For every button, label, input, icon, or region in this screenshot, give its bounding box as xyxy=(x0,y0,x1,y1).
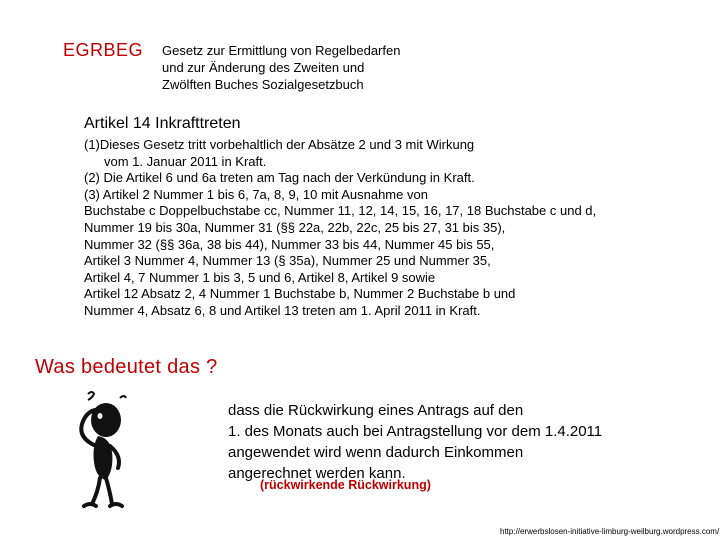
answer-note: (rückwirkende Rückwirkung) xyxy=(260,478,431,492)
answer-line: angerechnet werden kann. xyxy=(228,465,406,482)
article-body xyxy=(84,137,714,320)
article-line: (2) Die Artikel 6 und 6a treten am Tag nach der Verkündung in Kraft. xyxy=(84,170,475,186)
answer-line: dass die Rückwirkung eines Antrags auf den xyxy=(228,402,524,419)
law-title xyxy=(162,42,400,93)
source-url[interactable]: http://erwerbslosen-initiative-limburg-weilburg.wordpress.com/ xyxy=(500,527,720,536)
article-line: (1)Dieses Gesetz tritt vorbehaltlich der Absätze 2 und 3 mit Wirkung xyxy=(84,137,475,152)
article-line: vom 1. Januar 2011 in Kraft. xyxy=(104,153,267,169)
article-line: Artikel 4, 7 Nummer 1 bis 3, 5 und 6, Artikel 8, Artikel 9 sowie xyxy=(84,269,436,285)
thinking-person-icon xyxy=(48,388,166,512)
article-line: Nummer 32 (§§ 36a, 38 bis 44), Nummer 33 bis 44, Nummer 45 bis 55, xyxy=(84,236,495,252)
article-line: (3) Artikel 2 Nummer 1 bis 6, 7a, 8, 9, 10 mit Ausnahme von xyxy=(84,186,428,202)
article-line: Nummer 19 bis 30a, Nummer 31 (§§ 22a, 22b, 22c, 25 bis 27, 31 bis 35), xyxy=(84,219,506,235)
law-title-line: und zur Änderung des Zweiten und xyxy=(162,60,365,75)
article-line: Artikel 3 Nummer 4, Nummer 13 (§ 35a), Nummer 25 und Nummer 35, xyxy=(84,253,491,269)
article-line: Nummer 4, Absatz 6, 8 und Artikel 13 treten am 1. April 2011 in Kraft. xyxy=(84,302,481,318)
article-heading: Artikel 14 Inkrafttreten xyxy=(84,115,241,132)
answer-text xyxy=(228,400,602,484)
law-title-line: Zwölften Buches Sozialgesetzbuch xyxy=(162,77,364,92)
answer-line: angewendet wird wenn dadurch Einkommen xyxy=(228,444,524,461)
article-line: Artikel 12 Absatz 2, 4 Nummer 1 Buchstabe b, Nummer 2 Buchstabe b und xyxy=(84,286,516,302)
law-title-line: Gesetz zur Ermittlung von Regelbedarfen xyxy=(162,43,401,58)
question-heading: Was bedeutet das ? xyxy=(35,356,218,378)
law-acronym: EGRBEG xyxy=(63,40,144,60)
article-line: Buchstabe c Doppelbuchstabe cc, Nummer 11, 12, 14, 15, 16, 17, 18 Buchstabe c und d, xyxy=(84,203,597,219)
answer-line: 1. des Monats auch bei Antragstellung vor dem 1.4.2011 xyxy=(228,423,603,440)
